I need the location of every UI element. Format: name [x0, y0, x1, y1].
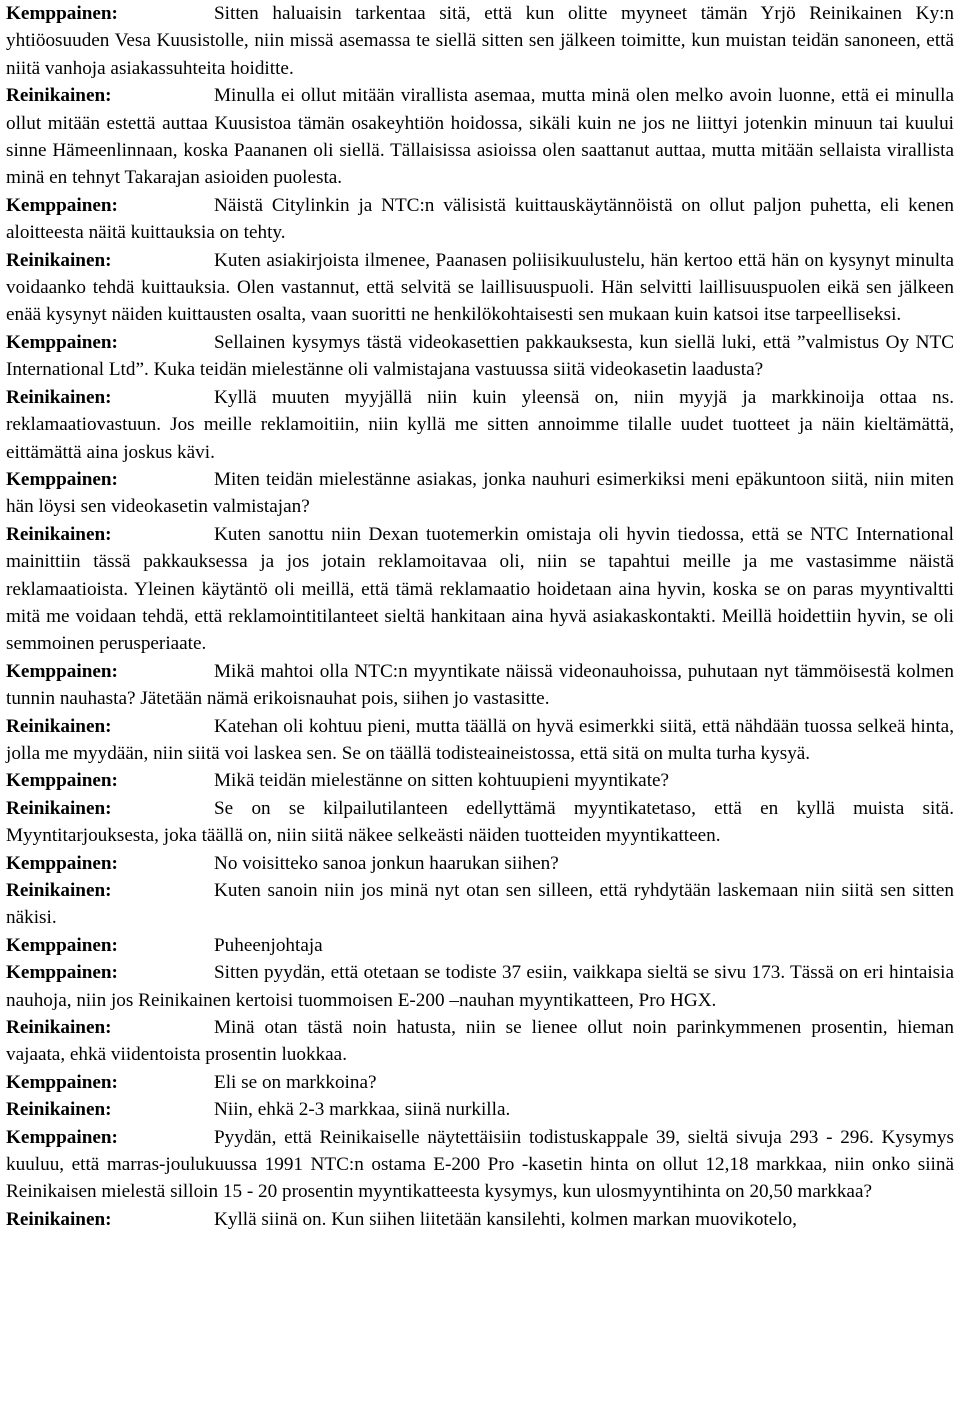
utterance-text: Minä otan tästä noin hatusta, niin se lienee ollut noin parinkymmenen prosentin, hieman vajaata, ehkä viidentoista prosentin luokkaa.	[6, 1017, 954, 1066]
utterance-text: Katehan oli kohtuu pieni, mutta täällä on hyvä esimerkki siitä, että nähdään tuossa selkeä hinta, jolla me myydään, niin siitä voi laskea sen. Se on täällä todisteaineistossa, että sitä on multa turha kysyä.	[6, 715, 954, 764]
utterance-text: No voisitteko sanoa jonkun haarukan siihen?	[214, 852, 559, 874]
speaker-label: Kemppainen:	[6, 660, 118, 682]
transcript-entry	[6, 932, 954, 959]
utterance-text: Kyllä siinä on. Kun siihen liitetään kansilehti, kolmen markan muovikotelo,	[214, 1208, 797, 1230]
speaker-label: Kemppainen:	[6, 962, 118, 984]
transcript-entry	[6, 0, 954, 82]
utterance-text: Sitten pyydän, että otetaan se todiste 37 esiin, vaikkapa sieltä se sivu 173. Tässä on eri hintaisia nauhoja, niin jos Reinikainen kertoisi tuommoisen E-200 –nauhan myyntikatteen, Pro HGX.	[6, 962, 954, 1011]
utterance-text: Kuten sanottu niin Dexan tuotemerkin omistaja oli hyvin tiedossa, että se NTC International mainittiin tässä pakkauksessa ja jos jotain reklamoitavaa oli, niin se tapahtui meille ja me vastasimme näistä reklamaatioista. Yleinen käytäntö oli meillä, että tämä reklamaatio hoidetaan aina hyvin, koska se on paras myyntivaltti mitä me voidaan tehdä, että reklamointitilanteet sieltä hankitaan aina hyvä asiakaskontakti. Meillä hoidettiin hyvin, se oli semmoinen perusperiaate.	[6, 523, 954, 655]
transcript-entry	[6, 1014, 954, 1069]
speaker-label: Reinikainen:	[6, 715, 112, 737]
transcript-entry	[6, 1096, 954, 1123]
speaker-label: Kemppainen:	[6, 1071, 118, 1093]
speaker-label: Reinikainen:	[6, 797, 112, 819]
speaker-label: Kemppainen:	[6, 1126, 118, 1148]
utterance-text: Puheenjohtaja	[214, 934, 323, 956]
transcript-entry	[6, 521, 954, 658]
speaker-label: Kemppainen:	[6, 852, 118, 874]
transcript-entry	[6, 1124, 954, 1206]
transcript-entry	[6, 82, 954, 192]
speaker-label: Kemppainen:	[6, 3, 118, 24]
transcript-entry	[6, 1206, 954, 1233]
transcript-entry	[6, 795, 954, 850]
speaker-label: Reinikainen:	[6, 85, 112, 107]
transcript-entry	[6, 329, 954, 384]
utterance-text: Niin, ehkä 2-3 markkaa, siinä nurkilla.	[214, 1099, 511, 1121]
utterance-text: Kuten sanoin niin jos minä nyt otan sen silleen, että ryhdytään laskemaan niin siitä sen sitten näkisi.	[6, 880, 954, 929]
transcript-page	[6, 0, 954, 1233]
speaker-label: Reinikainen:	[6, 386, 112, 408]
speaker-label: Reinikainen:	[6, 1017, 112, 1039]
speaker-label: Reinikainen:	[6, 523, 112, 545]
speaker-label: Kemppainen:	[6, 194, 118, 216]
speaker-label: Reinikainen:	[6, 249, 112, 271]
utterance-text: Se on se kilpailutilanteen edellyttämä myyntikatetaso, että en kyllä muista sitä. Myyntitarjouksesta, joka täällä on, niin siitä näkee selkeästi näiden tuotteiden myyntikatteen.	[6, 797, 954, 847]
utterance-text: Eli se on markkoina?	[214, 1071, 377, 1093]
utterance-text: Näistä Citylinkin ja NTC:n välisistä kuittauskäytännöistä on ollut paljon puhetta, eli kenen aloitteesta näitä kuittauksia on tehty.	[6, 194, 954, 244]
transcript-entry	[6, 713, 954, 768]
utterance-text: Kuten asiakirjoista ilmenee, Paanasen poliisikuulustelu, hän kertoo että hän on kysynyt minulta voidaanko tehdä kuittauksia. Olen vastannut, että selvitä se laillisuuspuoli. Hän selvitti laillisuuspuolen eikä sen jälkeen enää kysynyt näiden kuittausten osalta, vaan suoritti ne henkilökohtaisesti sen mukaan kuin katsoi itse tarpeelliseksi.	[6, 249, 954, 326]
transcript-entry	[6, 959, 954, 1014]
utterance-text: Sellainen kysymys tästä videokasettien pakkauksesta, kun siellä luki, että ”valmistus Oy NTC International Ltd”. Kuka teidän mielestänne oli valmistajana vastuussa siitä videokasetin laadusta?	[6, 331, 954, 381]
speaker-label: Reinikainen:	[6, 1099, 112, 1121]
transcript-entry	[6, 658, 954, 713]
speaker-label: Kemppainen:	[6, 770, 118, 792]
transcript-entry	[6, 877, 954, 932]
transcript-entry	[6, 384, 954, 466]
utterance-text: Kyllä muuten myyjällä niin kuin yleensä on, niin myyjä ja markkinoija ottaa ns. reklamaatiovastuun. Jos meille reklamoitiin, niin kyllä me sitten annoimme tilalle uudet tuotteet ja näin kieltämättä, eittämättä aina joskus kävi.	[6, 386, 954, 463]
utterance-text: Sitten haluaisin tarkentaa sitä, että kun olitte myyneet tämän Yrjö Reinikainen Ky:n yhtiöosuuden Vesa Kuusistolle, niin missä asemassa te siellä sitten sen jälkeen toimitte, kun muistan teidän sanoneen, että niitä vanhoja asiakassuhteita hoiditte.	[6, 3, 954, 79]
transcript-entry	[6, 466, 954, 521]
utterance-text: Mikä mahtoi olla NTC:n myyntikate näissä videonauhoissa, puhutaan nyt tämmöisestä kolmen tunnin nauhasta? Jätetään nämä erikoisnauhat pois, siihen jo vastasitte.	[6, 660, 954, 710]
transcript-entry	[6, 1069, 954, 1096]
utterance-text: Mikä teidän mielestänne on sitten kohtuupieni myyntikate?	[214, 770, 670, 792]
transcript-entry	[6, 850, 954, 877]
transcript-entry	[6, 192, 954, 247]
utterance-text: Miten teidän mielestänne asiakas, jonka nauhuri esimerkiksi meni epäkuntoon siitä, niin miten hän löysi sen videokasetin valmistajan?	[6, 468, 954, 518]
speaker-label: Reinikainen:	[6, 1208, 112, 1230]
transcript-entry	[6, 767, 954, 794]
speaker-label: Reinikainen:	[6, 880, 112, 901]
utterance-text: Minulla ei ollut mitään virallista asemaa, mutta minä olen melko avoin luonne, että ei minulla ollut mitään estettä auttaa Kuusistoa tämän osakeyhtiön hoidossa, sikäli kuin ne jos ne liittyi jotenkin minuun tai kuului sinne Hämeenlinnaan, koska Paananen oli siellä. Tällaisissa asioissa olen saattanut auttaa, mutta mitään sellaista virallista minä en tehnyt Takarajan asioiden puolesta.	[6, 85, 954, 189]
speaker-label: Kemppainen:	[6, 331, 118, 353]
speaker-label: Kemppainen:	[6, 934, 118, 956]
speaker-label: Kemppainen:	[6, 468, 118, 490]
transcript-entry	[6, 247, 954, 329]
utterance-text: Pyydän, että Reinikaiselle näytettäisiin todistuskappale 39, sieltä sivuja 293 - 296. Kysymys kuuluu, että marras-joulukuussa 1991 NTC:n ostama E-200 Pro -kasetin hinta on ollut 12,18 markkaa, niin onko siinä Reinikaisen mielestä silloin 15 - 20 prosentin myyntikatteesta kysymys, kun ulosmyyntihinta on 20,50 markkaa?	[6, 1126, 954, 1203]
